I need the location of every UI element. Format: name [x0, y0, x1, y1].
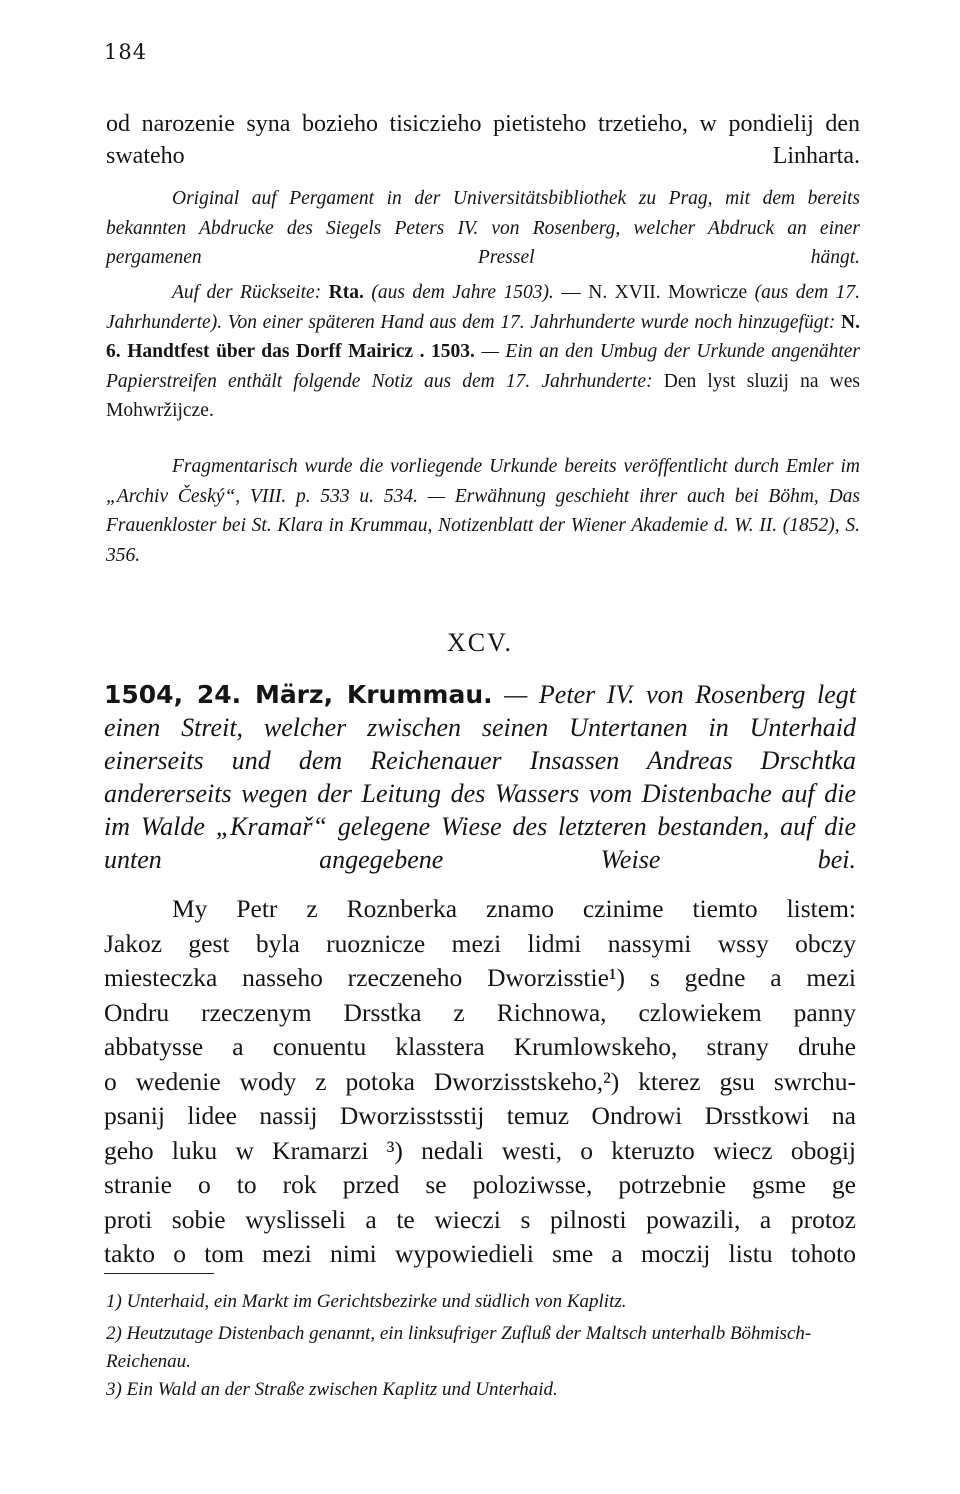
charter-line: My Petr z Roznberka znamo czinime tiemto listem:	[172, 894, 856, 923]
footnote-divider	[104, 1273, 214, 1274]
charter-line: Ondru rzeczenym Drsstka z Richnowa, czlowiekem panny	[104, 997, 856, 1027]
note-fragment: Fragmentarisch wurde die vorliegende Urkunde bereits veröffentlicht durch Emler im „Archiv Český“, VIII. p. 533 u. 534. — Erwähnung geschieht ihrer auch bei Böhm, Das Frauenkloster bei St. Klara in Krummau, Notizenblatt der Wiener Akademie d. W. II. (1852), S. 356.	[106, 456, 860, 566]
note-original: Original auf Pergament in der Universitätsbibliothek zu Prag, mit dem bereits bekannten Abdrucke des Siegels Peters IV. von Rosenberg, welcher Abdruck an einer pergamenen Pressel hängt.	[106, 188, 860, 268]
note-rueckseite-entry3: Den lyst sluzij na wes Mohwržijcze.	[106, 370, 860, 421]
charter-line: Jakoz gest byla ruoznicze mezi lidmi nassymi wssy obczy	[104, 928, 856, 958]
footnote-3	[106, 1376, 856, 1404]
footnote-1	[106, 1288, 856, 1316]
footnote-marker: 1)	[106, 1291, 122, 1312]
note-rueckseite-lead: Auf der Rückseite:	[172, 282, 322, 303]
charter-line: miesteczka nasseho rzeczeneho Dworzisstie¹) s gedne a mezi	[104, 963, 856, 992]
section-number: XCV.	[446, 628, 514, 657]
footnote-2	[106, 1320, 856, 1376]
note-rueckseite-year: (aus dem Jahre 1503).	[371, 282, 554, 303]
note-rueckseite-entry1: — N. XVII. Mowricze	[561, 282, 748, 303]
note-rueckseite-century: (aus dem 17. Jahrhunderte). Von einer späteren Hand aus dem 17. Jahrhunderte wurde noch hinzugefügt:	[106, 282, 861, 333]
footnote-text: Unterhaid, ein Markt im Gerichtsbezirke und südlich von Kaplitz.	[126, 1291, 627, 1312]
note-rueckseite-rta: Rta.	[328, 282, 364, 303]
regest-text: — Peter IV. von Rosenberg legt einen Streit, welcher zwischen seinen Untertanen in Unterhaid einerseits und dem Reichenauer Insassen Andreas Drschtka andererseits wegen der Leitung des Wassers vom Distenbache auf die im Walde „Kramař“ gelegene Wiese des letzteren bestanden, auf die unten angegebene Weise bei.	[104, 680, 857, 874]
note-rueckseite	[106, 278, 860, 426]
footnote-marker: 2)	[106, 1323, 122, 1344]
opening-paragraph: od narozenie syna bozieho tisiczieho pietisteho trzetieho, w pondielij den swateho Linharta.	[106, 111, 860, 169]
charter-line: psanij lidee nassij Dworzisstsstij temuz Ondrowi Drsstkowi na	[104, 1101, 856, 1130]
footnote-text: Ein Wald an der Straße zwischen Kaplitz und Unterhaid.	[126, 1379, 558, 1400]
note-rueckseite-seam: — Ein an den Umbug der Urkunde angenähter Papierstreifen enthält folgende Notiz aus dem 17. Jahrhunderte:	[106, 341, 861, 392]
note-rueckseite-entry2: N. 6. Handtfest über das Dorff Mairicz . 1503.	[106, 311, 860, 362]
regest-date: 1504, 24. März, Krummau.	[104, 680, 493, 709]
footnote-text: Heutzutage Distenbach genannt, ein linksufriger Zufluß der Maltsch unterhalb Böhmisch-Reichenau.	[106, 1323, 812, 1372]
charter-line: proti sobie wyslisseli a te wieczi s pilnosti powazili, a protoz	[104, 1204, 856, 1234]
charter-line: takto o tom mezi nimi wypowiedieli sme a moczij listu tohoto	[104, 1239, 856, 1268]
charter-line: geho luku w Kramarzi ³) nedali westi, o kteruzto wiecz obogij	[104, 1135, 856, 1165]
regest	[104, 678, 856, 876]
page-number: 184	[104, 40, 148, 64]
charter-text	[104, 892, 856, 1272]
charter-line: abbatysse a conuentu klasstera Krumlowskeho, strany druhe	[104, 1032, 856, 1061]
charter-line: stranie o to rok przed se poloziwsse, potrzebnie gsme ge	[104, 1170, 856, 1199]
charter-line: o wedenie wody z potoka Dworzisstskeho,²) kterez gsu swrchu-	[104, 1066, 856, 1096]
footnote-marker: 3)	[106, 1379, 122, 1400]
